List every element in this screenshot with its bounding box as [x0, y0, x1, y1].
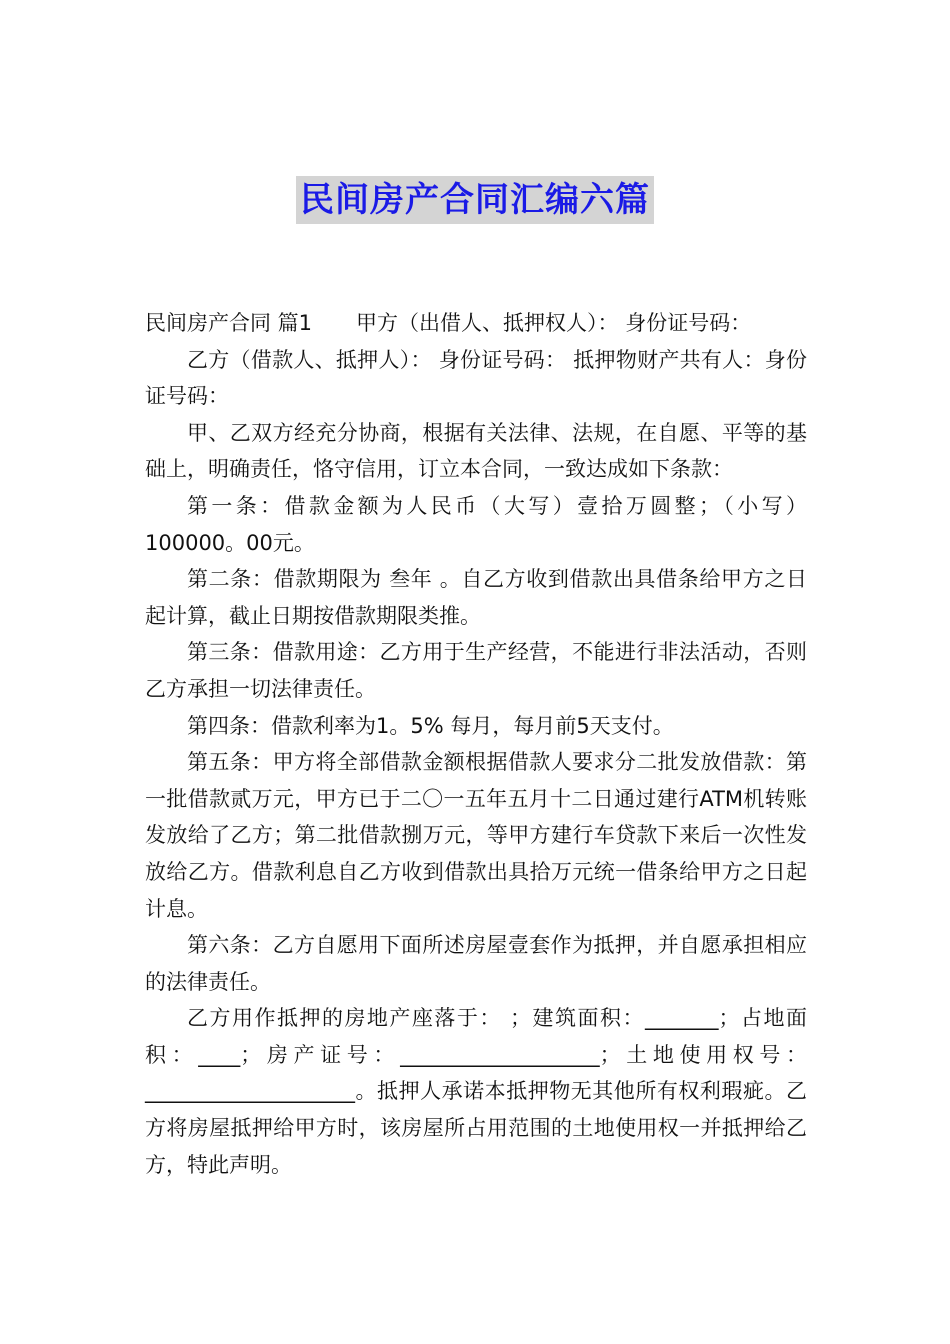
- paragraph-article-5: 第五条：甲方将全部借款金额根据借款人要求分二批发放借款：第一批借款贰万元，甲方已于二〇一五年五月十二日通过建行ATM机转账发放给了乙方；第二批借款捌万元，等甲方建行车贷款下来后一次性发放给乙方。借款利息自乙方收到借款出具拾万元统一借条给甲方之日起计息。: [145, 750, 807, 921]
- first-line: [145, 305, 807, 342]
- paragraph-preamble: 甲、乙双方经充分协商，根据有关法律、法规，在自愿、平等的基础上，明确责任，恪守信用，订立本合同，一致达成如下条款：: [145, 420, 807, 482]
- paragraph-party-b: 乙方（借款人、抵押人）： 身份证号码： 抵押物财产共有人：身份证号码：: [145, 347, 807, 409]
- paragraph-article-3: 第三条：借款用途：乙方用于生产经营，不能进行非法活动，否则乙方承担一切法律责任。: [145, 640, 807, 701]
- paragraph-party-a: 甲方（出借人、抵押权人）： 身份证号码：: [356, 311, 752, 335]
- document-body: [145, 305, 807, 1183]
- paragraph-article-1: 第一条：借款金额为人民币（大写）壹拾万圆整；（小写）100000。00元。: [145, 493, 807, 555]
- document-title: 民间房产合同汇编六篇: [296, 176, 654, 224]
- paragraph-collateral: 乙方用作抵押的房地产座落于： ；建筑面积：_______；占地面积：____；房产证号：___________________；土地使用权号：____________________。抵押人承诺本抵押物无其他所有权利瑕疵。乙方将房屋抵押给甲方时，该房屋所占用范围的土地使用权一并抵押给乙方，特此声明。: [145, 1006, 807, 1177]
- title-container: [0, 176, 950, 224]
- paragraph-article-6: 第六条：乙方自愿用下面所述房屋壹套作为抵押，并自愿承担相应的法律责任。: [145, 933, 807, 994]
- paragraph-article-2: 第二条：借款期限为 叁年 。自乙方收到借款出具借条给甲方之日起计算，截止日期按借款期限类推。: [145, 567, 807, 628]
- paragraph-article-4: 第四条：借款利率为1。5% 每月，每月前5天支付。: [187, 713, 674, 738]
- section-label: 民间房产合同 篇1: [145, 311, 313, 335]
